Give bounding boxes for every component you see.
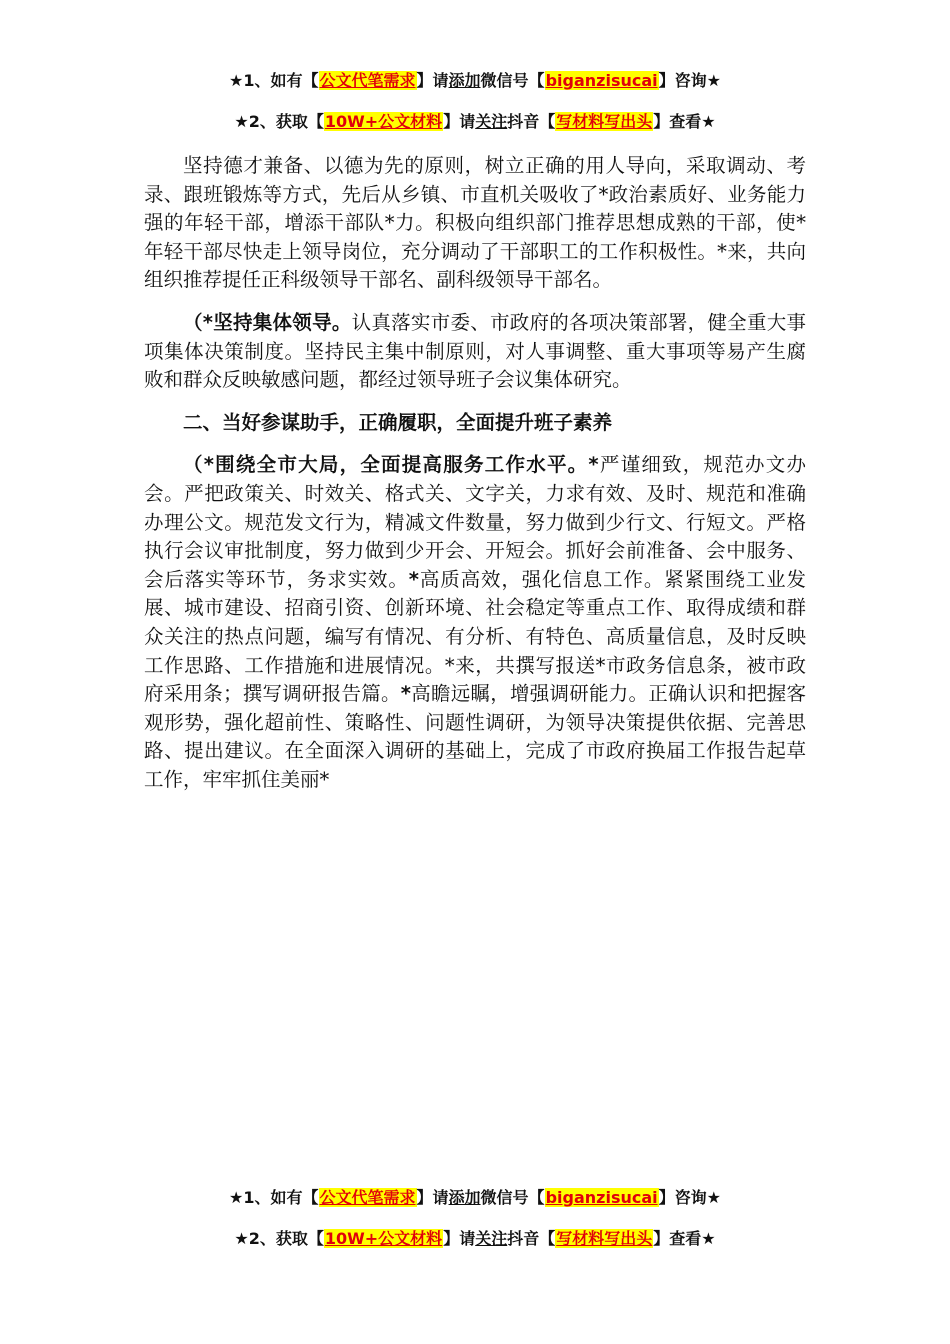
paragraph-cadre-selection: 坚持德才兼备、以德为先的原则，树立正确的用人导向，采取调动、考录、跟班锻炼等方式，先后从乡镇、市直机关吸收了*政治素质好、业务能力强的年轻干部，增添干部队*力。积极向组织部门推荐思想成熟的干部，使*年轻干部尽快走上领导岗位，充分调动了干部职工的工作积极性。*来，共向组织推荐提任正科级领导干部名、副科级领导干部名。 [144,154,806,292]
banner-highlight-douyin-id: 写材料写出头 [556,1229,653,1248]
banner-underline: 添加 [448,71,481,90]
banner-prefix: ★1、如有【 [229,71,319,90]
banner-text: 抖音【 [507,1229,556,1248]
banner-text: 微信号【 [480,1188,545,1207]
paragraph-lead: （*坚持集体领导。 [183,310,352,334]
banner-highlight-service: 公文代笔需求 [319,1188,416,1207]
header-banner-line-2 [0,112,950,132]
banner-underline: 添加 [448,1188,481,1207]
paragraph-marker: * [400,682,411,706]
banner-prefix: ★2、获取【 [234,1229,324,1248]
banner-highlight-materials: 10W+公文材料 [324,112,443,131]
banner-suffix: 】查看★ [653,112,716,131]
banner-underline: 关注 [475,1229,508,1248]
banner-highlight-wechat-id: biganzisucai [545,71,658,90]
paragraph-marker: * [408,567,419,591]
banner-suffix: 】咨询★ [658,1188,721,1207]
banner-highlight-service: 公文代笔需求 [319,71,416,90]
banner-text: 抖音【 [507,112,556,131]
paragraph-text: 高质高效，强化信息工作。紧紧围绕工业发展、城市建设、招商引资、创新环境、社会稳定等重点工作、取得成绩和群众关注的热点问题，编写有情况、有分析、有特色、高质量信息，及时反映工作思路、工作措施和进展情况。*来，共撰写报送*市政务信息条，被市政府采用条；撰写调研报告篇。 [144,567,806,706]
banner-prefix: ★2、获取【 [234,112,324,131]
paragraph-collective-leadership [144,309,806,395]
paragraph-text: 认真落实市委、市政府的各项决策部署，健全重大事项集体决策制度。坚持民主集中制原则，对人事调整、重大事项等易产生腐败和群众反映敏感问题，都经过领导班子会议集体研究。 [144,310,806,392]
banner-text: 】请 [443,112,476,131]
section-heading: 二、当好参谋助手，正确履职，全面提升班子素养 [183,410,613,434]
paragraph-service-work [144,451,806,794]
paragraph-text: 严谨细致，规范办文办会。严把政策关、时效关、格式关、文字关，力求有效、及时、规范和准确办理公文。规范发文行为，精减文件数量，努力做到少行文、行短文。严格执行会议审批制度，努力做到少开会、开短会。抓好会前准备、会中服务、会后落实等环节，务求实效。 [144,453,806,591]
paragraph-lead: （*围绕全市大局，全面提高服务工作水平。* [183,453,599,477]
banner-suffix: 】咨询★ [658,71,721,90]
banner-text: 】请 [416,71,449,90]
banner-suffix: 】查看★ [653,1229,716,1248]
banner-underline: 关注 [475,112,508,131]
banner-prefix: ★1、如有【 [229,1188,319,1207]
banner-text: 】请 [443,1229,476,1248]
banner-text: 】请 [416,1188,449,1207]
paragraph-text: 高瞻远瞩，增强调研能力。正确认识和把握客观形势，强化超前性、策略性、问题性调研，为领导决策提供依据、完善思路、提出建议。在全面深入调研的基础上，完成了市政府换届工作报告起草工作，牢牢抓住美丽* [144,682,806,791]
document-body [144,152,806,808]
banner-text: 微信号【 [480,71,545,90]
footer-banner-line-1 [0,1188,950,1208]
footer-banner-line-2 [0,1229,950,1249]
banner-highlight-wechat-id: biganzisucai [545,1188,658,1207]
header-banner-line-1 [0,71,950,91]
banner-highlight-materials: 10W+公文材料 [324,1229,443,1248]
banner-highlight-douyin-id: 写材料写出头 [556,112,653,131]
